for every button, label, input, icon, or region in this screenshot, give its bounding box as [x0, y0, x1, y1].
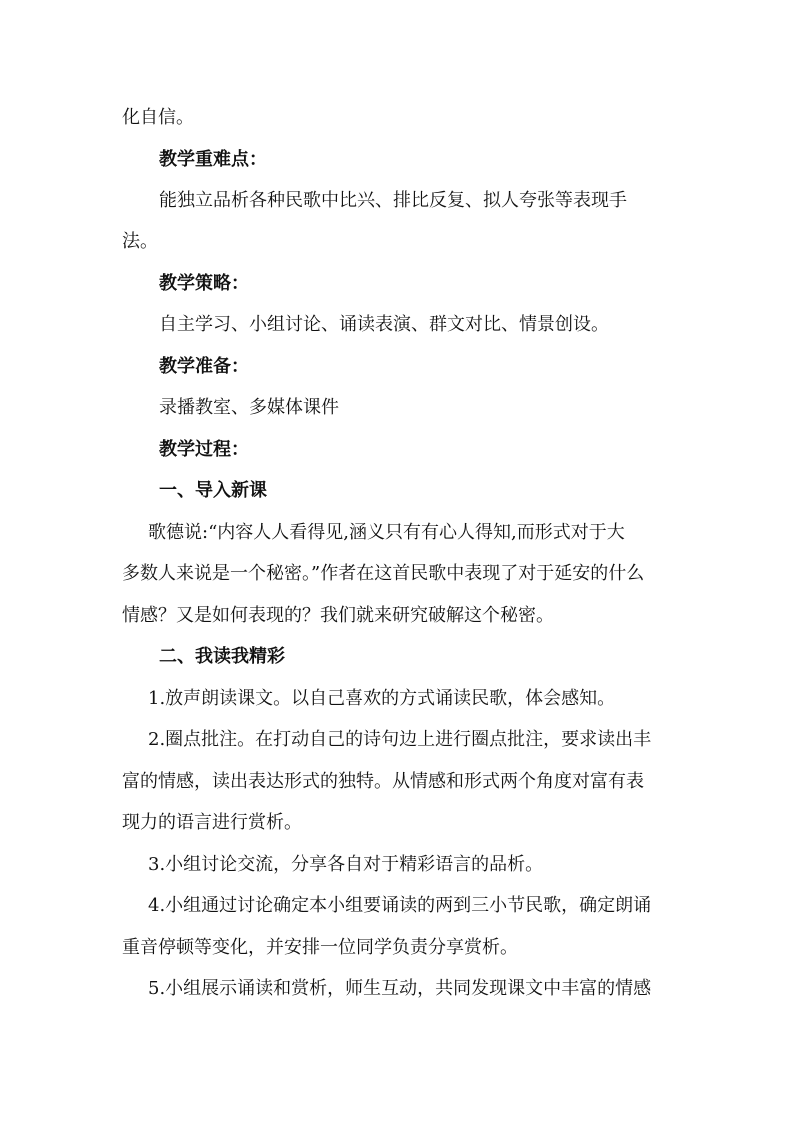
- list-item: 3.小组讨论交流，分享各自对于精彩语言的品析。: [148, 854, 544, 875]
- text-line-continuation: 化自信。: [122, 107, 194, 128]
- paragraph-line: 能独立品析各种民歌中比兴、排比反复、拟人夸张等表现手: [159, 190, 627, 211]
- paragraph-line: 歌德说:“内容人人看得见,涵义只有有心人得知,而形式对于大: [148, 522, 625, 543]
- paragraph-line: 情感？又是如何表现的？我们就来研究破解这个秘密。: [122, 605, 554, 626]
- list-item: 5.小组展示诵读和赏析，师生互动，共同发现课文中丰富的情感: [148, 978, 652, 999]
- section-heading-intro: 一、导入新课: [159, 480, 267, 501]
- heading-teaching-difficulties: 教学重难点：: [159, 149, 267, 170]
- paragraph-line: 富的情感，读出表达形式的独特。从情感和形式两个角度对富有表: [122, 771, 644, 792]
- list-item: 1.放声朗读课文。以自己喜欢的方式诵读民歌，体会感知。: [148, 688, 616, 709]
- paragraph-line: 录播教室、多媒体课件: [159, 397, 339, 418]
- section-heading-reading: 二、我读我精彩: [159, 646, 285, 667]
- list-item: 2.圈点批注。在打动自己的诗句边上进行圈点批注，要求读出丰: [148, 729, 652, 750]
- paragraph-line: 法。: [122, 231, 158, 252]
- paragraph-line: 自主学习、小组讨论、诵读表演、群文对比、情景创设。: [159, 314, 609, 335]
- heading-teaching-preparation: 教学准备：: [159, 356, 249, 377]
- paragraph-line: 重音停顿等变化，并安排一位同学负责分享赏析。: [122, 937, 518, 958]
- heading-teaching-process: 教学过程：: [159, 439, 249, 460]
- paragraph-line: 多数人来说是一个秘密。”作者在这首民歌中表现了对于延安的什么: [122, 563, 645, 584]
- list-item: 4.小组通过讨论确定本小组要诵读的两到三小节民歌，确定朗诵: [148, 895, 652, 916]
- heading-teaching-strategy: 教学策略：: [159, 273, 249, 294]
- paragraph-line: 现力的语言进行赏析。: [122, 812, 302, 833]
